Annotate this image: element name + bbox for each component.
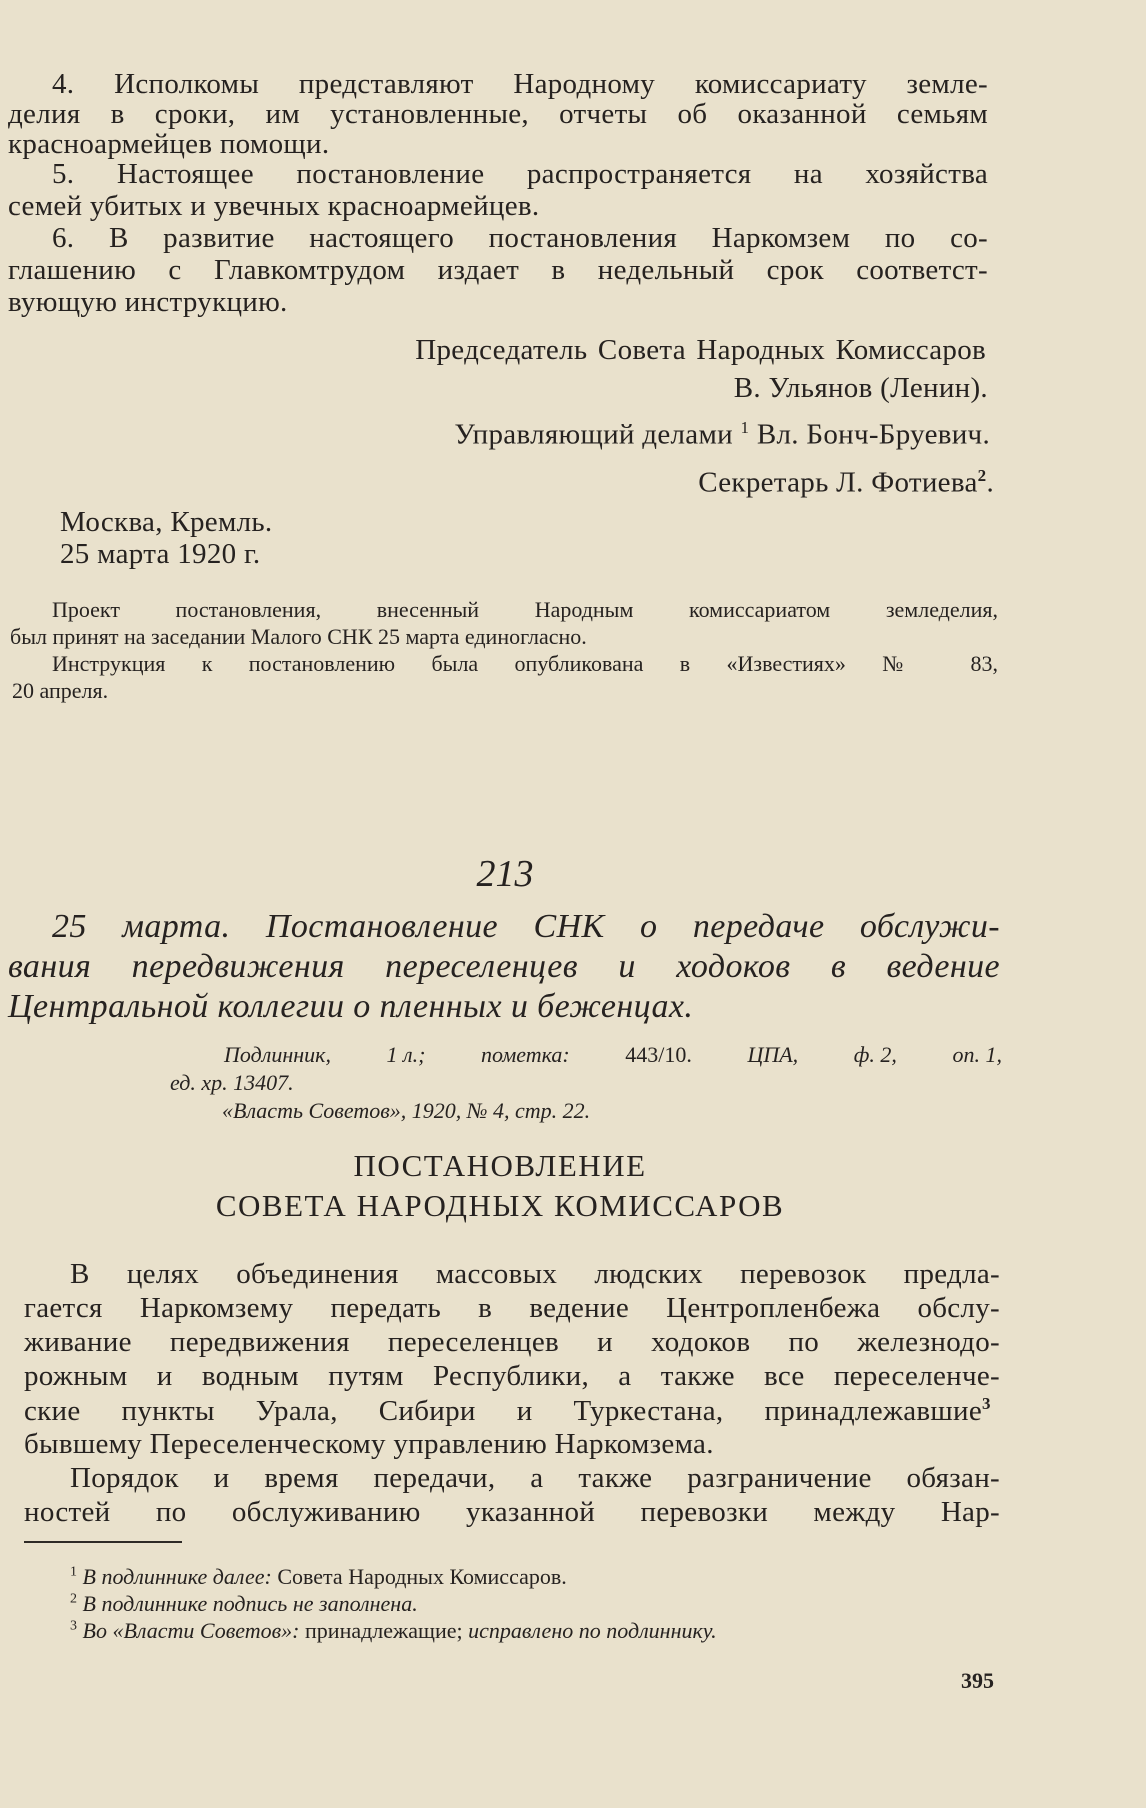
item-6-line-1: 6. В развитие настоящего постановления Наркомзем по со- — [52, 222, 988, 254]
item-6-line-3: вующую инструкцию. — [8, 286, 288, 318]
para1-line-6: бывшему Переселенческому управлению Наркомзема. — [24, 1428, 714, 1460]
title-line-2: СОВЕТА НАРОДНЫХ КОМИССАРОВ — [215, 1188, 785, 1223]
footnote-mark-3: 3 — [982, 1394, 991, 1413]
footnote-3-text: принадлежащие; — [305, 1618, 463, 1643]
secretary-dot: . — [986, 466, 994, 499]
item-5-line-1: 5. Настоящее постановление распространяется на хозяйства — [52, 158, 988, 190]
source-sheets: 1 л.; — [386, 1042, 426, 1067]
footnote-3-italic-2: исправлено по подлиннику. — [468, 1618, 717, 1643]
source-line-1 — [224, 1042, 1002, 1068]
note-line-1: Проект постановления, внесенный Народным комиссариатом земледелия, — [52, 597, 998, 622]
page-number: 395 — [961, 1668, 994, 1693]
note-line-4: 20 апреля. — [12, 678, 109, 703]
title-line-1: ПОСТАНОВЛЕНИЕ — [353, 1148, 647, 1183]
source-fond: ф. 2, — [853, 1042, 897, 1067]
place: Москва, Кремль. — [60, 506, 273, 538]
chairman-name: В. Ульянов (Ленин). — [733, 372, 988, 404]
source-line-3: «Власть Советов», 1920, № 4, стр. 22. — [222, 1098, 591, 1123]
para2-line-2: ностей по обслуживанию указанной перевозки между Нар- — [24, 1496, 1000, 1528]
footnote-3-italic: Во «Власти Советов»: — [82, 1618, 300, 1643]
footnote-1-italic: В подлиннике далее: — [82, 1564, 272, 1589]
document-number: 213 — [476, 853, 534, 895]
para1-line-2: гается Наркомзему передать в ведение Центропленбежа обслу- — [24, 1292, 1000, 1324]
footnote-mark-1: 1 — [740, 418, 750, 437]
footnote-3-number: 3 — [70, 1618, 77, 1634]
item-4-line-2: делия в сроки, им установленные, отчеты об оказанной семьям — [8, 98, 988, 130]
chairman-title: Председатель Совета Народных Комиссаров — [415, 334, 986, 366]
footnote-2-italic: В подлиннике подпись не заполнена. — [82, 1591, 418, 1616]
footnote-2 — [70, 1591, 418, 1617]
manager-label: Управляющий делами — [454, 418, 733, 451]
item-6-line-2: глашению с Главкомтрудом издает в недельный срок соответст- — [8, 254, 988, 286]
para1-line-5 — [24, 1394, 1000, 1428]
secretary-signature — [698, 466, 994, 500]
source-mark-value: 443/10. — [625, 1042, 692, 1067]
para1-line-5-text: ские пункты Урала, Сибири и Туркестана, принадлежавшие — [24, 1394, 982, 1427]
footnote-2-number: 2 — [70, 1591, 77, 1607]
secretary-text: Секретарь Л. Фотиева — [698, 466, 978, 499]
footnote-1 — [70, 1564, 567, 1590]
note-line-3: Инструкция к постановлению была опубликована в «Известиях» № 83, — [52, 651, 998, 676]
note-line-2: был принят на заседании Малого СНК 25 марта единогласно. — [10, 624, 587, 649]
para1-line-4: рожным и водным путям Республики, а также все переселенче- — [24, 1360, 1000, 1392]
footnote-1-text: Совета Народных Комиссаров. — [277, 1564, 567, 1589]
footnote-rule — [24, 1541, 182, 1543]
source-archive: ЦПА, — [747, 1042, 799, 1067]
item-4-text-1: 4. Исполкомы представляют Народному комиссариату земле- — [52, 68, 988, 100]
item-4-line-3: красноармейцев помощи. — [8, 128, 330, 160]
para2-line-1: Порядок и время передачи, а также разграничение обязан- — [70, 1462, 1000, 1494]
source-line-2: ед. хр. 13407. — [170, 1070, 294, 1095]
item-4-line-1 — [52, 68, 988, 101]
manager-name: Вл. Бонч-Бруевич. — [756, 418, 990, 451]
footnote-1-number: 1 — [70, 1564, 77, 1580]
manager-signature — [454, 418, 990, 452]
heading-line-1: 25 марта. Постановление СНК о передаче обслужи- — [52, 908, 1000, 945]
source-opis: оп. 1, — [952, 1042, 1002, 1067]
heading-line-3: Центральной коллегии о пленных и беженцах. — [8, 988, 694, 1025]
item-5-line-2: семей убитых и увечных красноармейцев. — [8, 190, 540, 222]
para1-line-3: живание передвижения переселенцев и ходоков по железнодо- — [24, 1326, 1000, 1358]
footnote-3 — [70, 1618, 717, 1644]
heading-line-2: вания передвижения переселенцев и ходоков в ведение — [8, 948, 1000, 985]
source-mark-label: пометка: — [481, 1042, 570, 1067]
footnote-mark-2: 2 — [977, 466, 987, 485]
para1-line-1: В целях объединения массовых людских перевозок предла- — [70, 1258, 1000, 1290]
date: 25 марта 1920 г. — [60, 538, 261, 570]
source-original: Подлинник, — [224, 1042, 331, 1067]
